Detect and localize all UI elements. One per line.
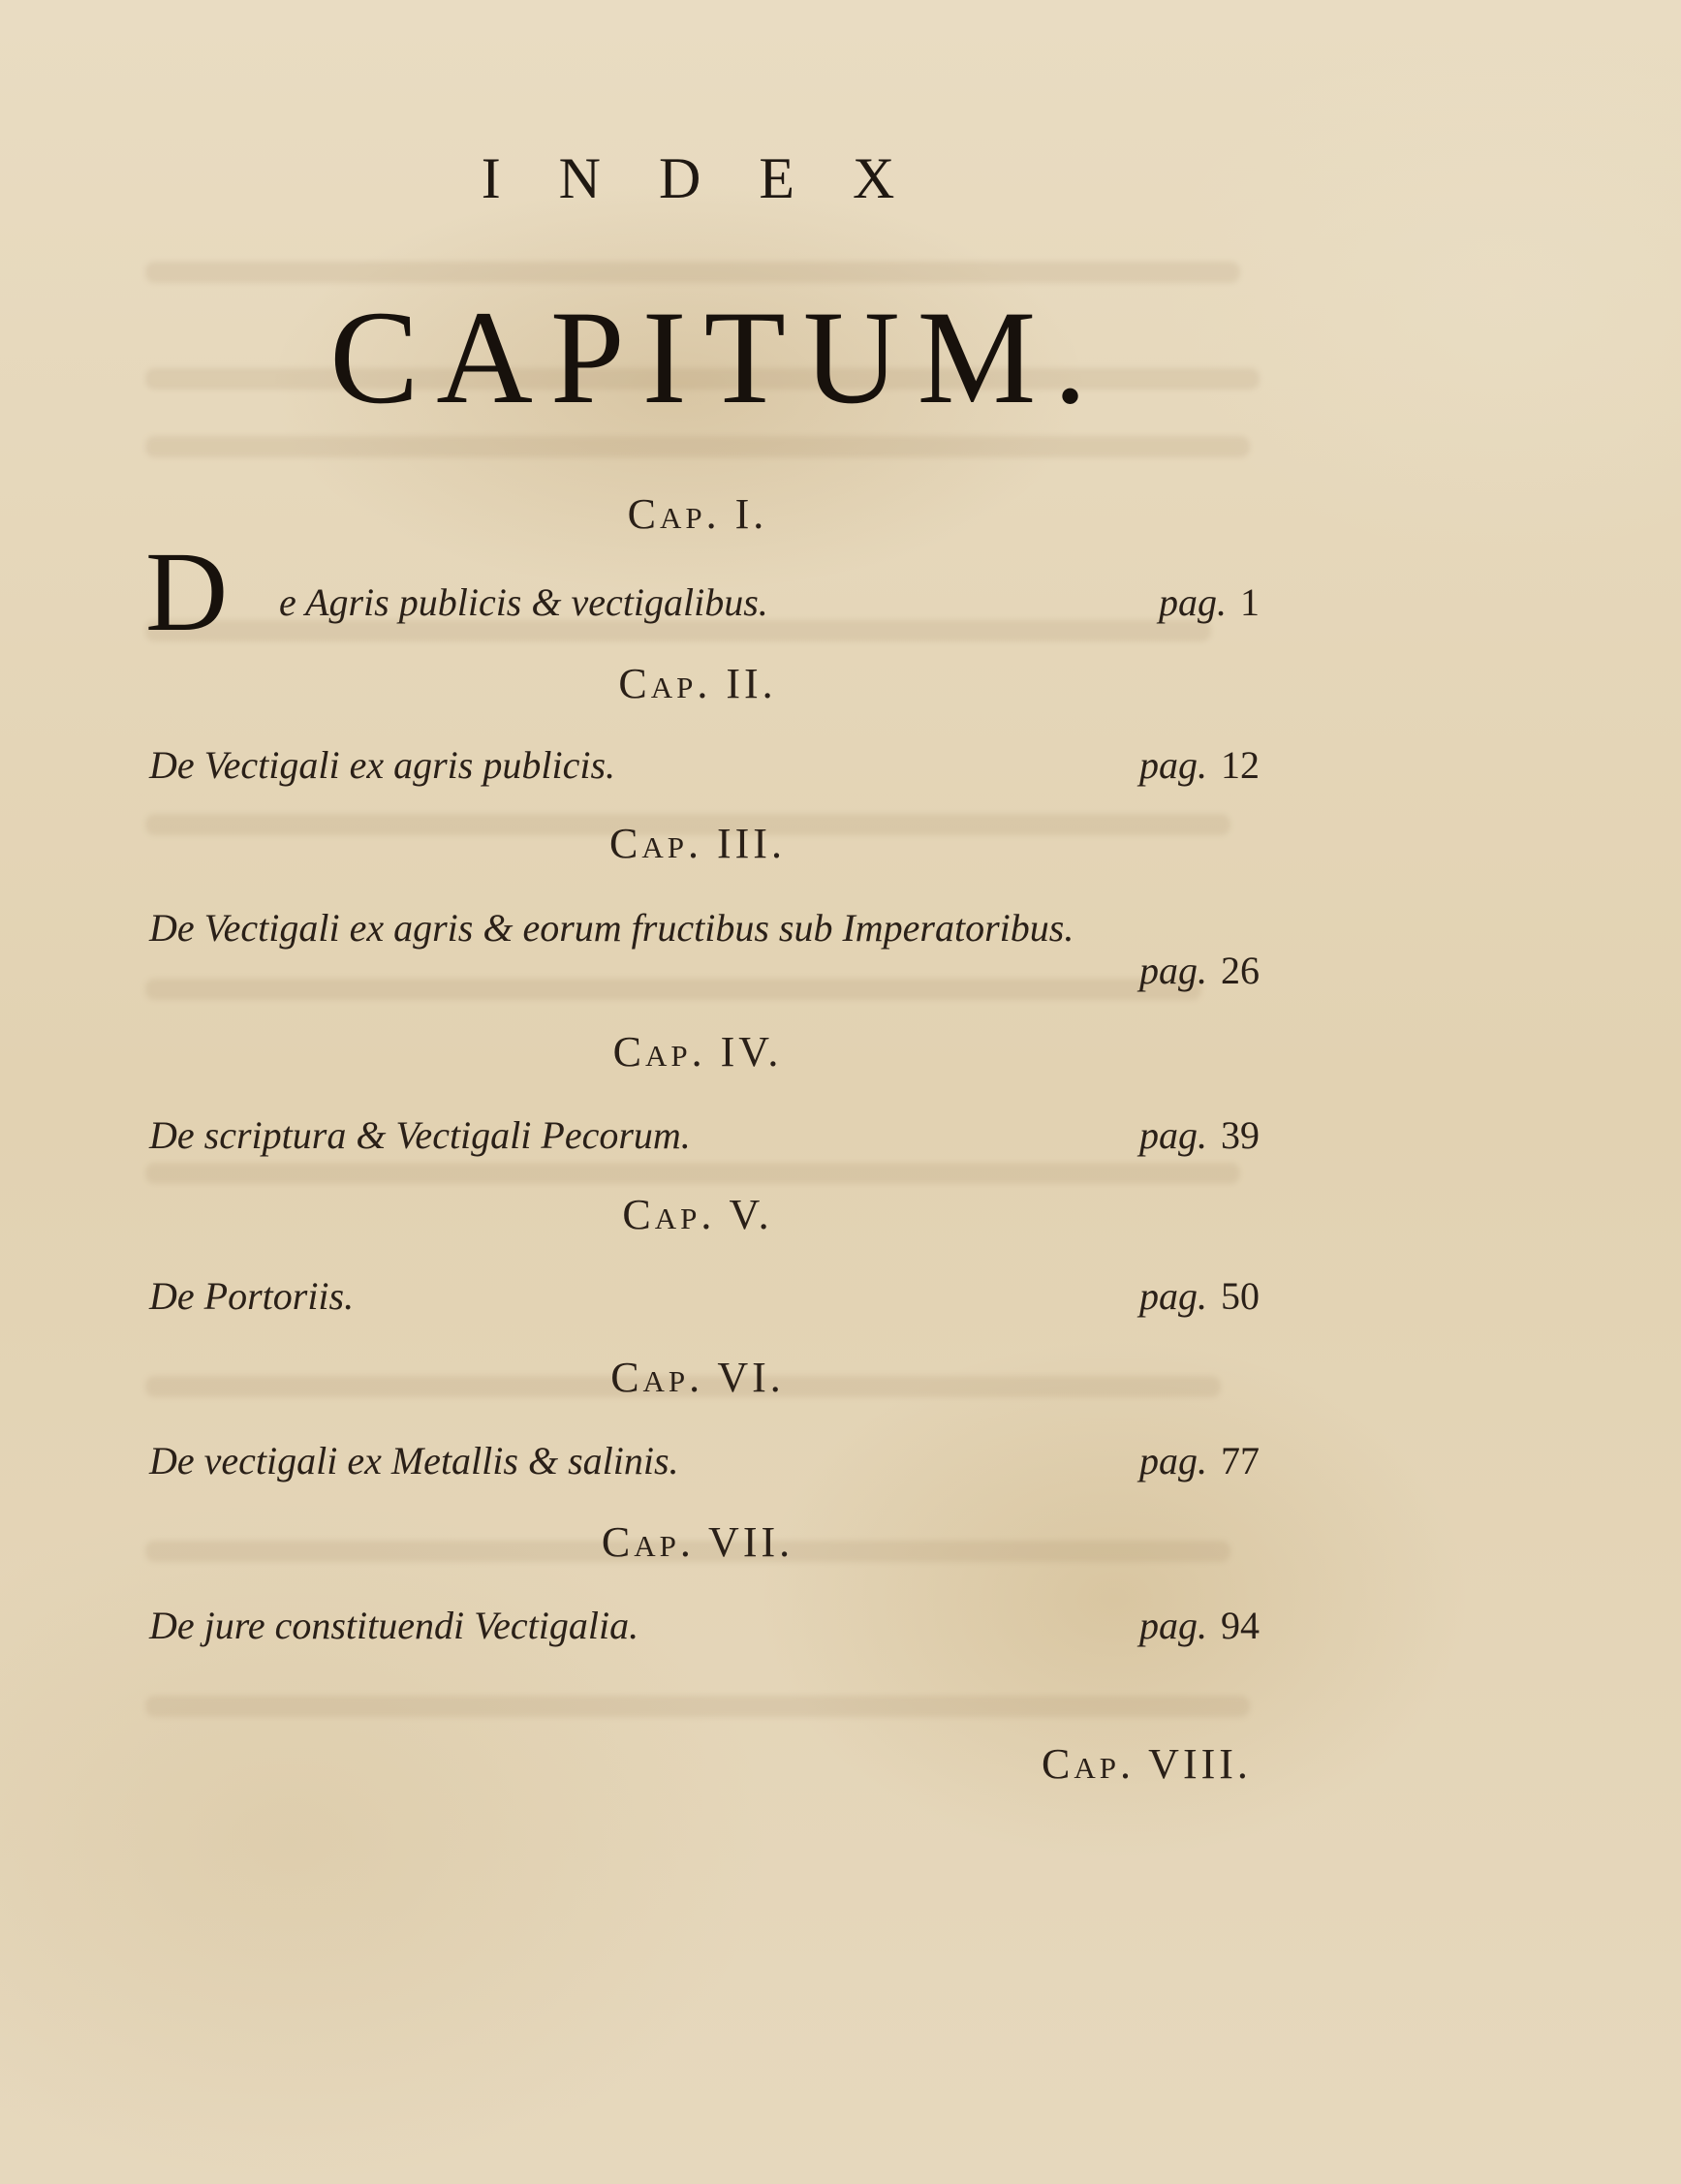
page-number: 12 xyxy=(1221,743,1260,787)
page-number: 50 xyxy=(1221,1274,1260,1318)
bleed-through-line xyxy=(145,1163,1240,1184)
chapter-heading: Cap. VI. xyxy=(610,1354,785,1401)
page-number: 26 xyxy=(1221,949,1260,992)
heading-index: INDEX xyxy=(481,146,953,210)
catchword: Cap. VIII. xyxy=(1042,1740,1252,1788)
entry-title: De Vectigali ex agris publicis. xyxy=(149,743,616,787)
entry-title: De Vectigali ex agris & eorum fructibus sub Imperatoribus. xyxy=(149,906,1074,950)
entry-page xyxy=(1139,1603,1260,1648)
entry-title: e Agris publicis & vectigalibus. xyxy=(279,580,768,624)
entry-page xyxy=(1139,1112,1260,1158)
entry-page xyxy=(1139,742,1260,788)
heading-capitum: CAPITUM. xyxy=(329,283,1105,431)
bleed-through-line xyxy=(145,1696,1250,1717)
page-number: 94 xyxy=(1221,1604,1260,1647)
drop-cap: D xyxy=(145,528,229,655)
page-label: pag. xyxy=(1139,1439,1207,1482)
entry-title: De Portoriis. xyxy=(149,1274,355,1318)
entry-page xyxy=(1139,1438,1260,1483)
entry-page xyxy=(1139,1273,1260,1319)
chapter-heading: Cap. III. xyxy=(609,820,786,867)
chapter-heading: Cap. VII. xyxy=(601,1518,794,1566)
bleed-through-line xyxy=(145,979,1201,1000)
chapter-heading: Cap. IV. xyxy=(612,1028,783,1076)
page-label: pag. xyxy=(1139,1274,1207,1318)
chapter-heading: Cap. II. xyxy=(618,660,777,707)
page-label: pag. xyxy=(1139,743,1207,787)
entry-page xyxy=(1139,948,1260,993)
entry-page xyxy=(1159,579,1260,625)
page-number: 77 xyxy=(1221,1439,1260,1482)
page-label: pag. xyxy=(1139,1113,1207,1157)
page-label: pag. xyxy=(1159,580,1227,624)
page-number: 39 xyxy=(1221,1113,1260,1157)
page-number: 1 xyxy=(1240,580,1260,624)
chapter-heading: Cap. V. xyxy=(622,1191,773,1238)
entry-title: De jure constituendi Vectigalia. xyxy=(149,1604,639,1647)
entry-title: De vectigali ex Metallis & salinis. xyxy=(149,1439,679,1482)
page-label: pag. xyxy=(1139,1604,1207,1647)
bleed-through-line xyxy=(145,436,1250,457)
entry-title: De scriptura & Vectigali Pecorum. xyxy=(149,1113,691,1157)
bleed-through-line xyxy=(145,262,1240,283)
chapter-heading: Cap. I. xyxy=(627,490,768,538)
page-label: pag. xyxy=(1139,949,1207,992)
